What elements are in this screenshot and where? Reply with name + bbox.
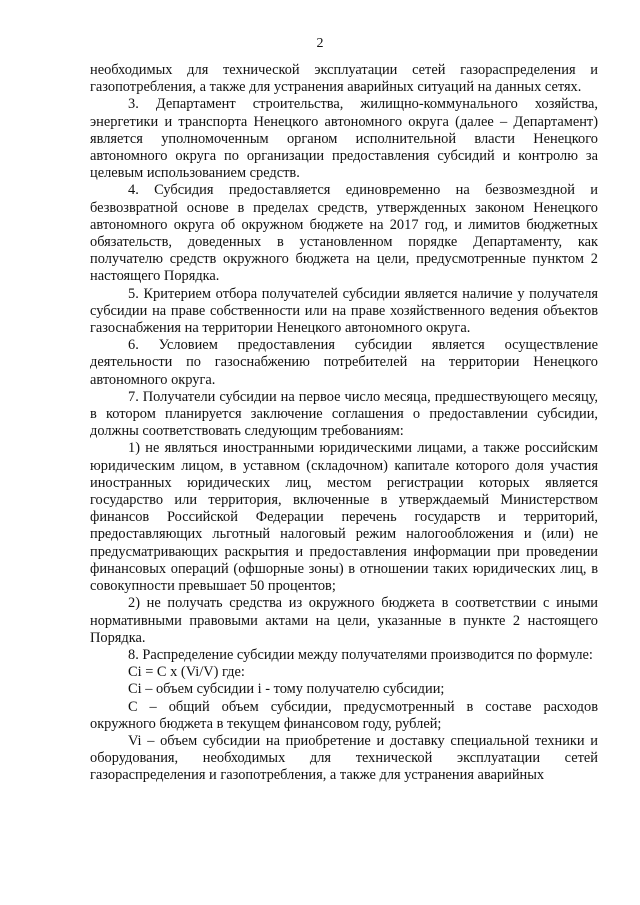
paragraph: 3. Департамент строительства, жилищно-коммунального хозяйства, энергетики и транспорта Ненецкого автономного округа (далее – Департамент) является уполномоченным органом исполнительной власти Ненецкого автономного округа по организации предоставления субсидий и контролю за целевым использованием средств. [90, 96, 598, 182]
paragraph: Vi – объем субсидии на приобретение и доставку специальной техники и оборудования, необходимых для технической эксплуатации сетей газораспределения и газопотребления, а также для устранения аварийных [90, 732, 598, 784]
paragraph: 1) не являться иностранными юридическими лицами, а также российским юридическим лицом, в уставном (складочном) капитале которого доля участия иностранных юридических лиц, местом регистрации которых является государство или территория, включенные в утверждаемый Министерством финансов Российской Федерации перечень государств и территорий, предоставляющих льготный налоговый режим налогообложения и (или) не предусматривающих раскрытия и предоставления информации при проведении финансовых операций (офшорные зоны) в отношении таких юридических лиц, в совокупности превышает 50 процентов; [90, 440, 598, 595]
paragraph: Ci – объем субсидии i - тому получателю субсидии; [128, 681, 445, 698]
paragraph: необходимых для технической эксплуатации сетей газораспределения и газопотребления, а также для устранения аварийных ситуаций на данных сетях. [90, 62, 598, 96]
paragraph: 5. Критерием отбора получателей субсидии является наличие у получателя субсидии на праве собственности или на праве хозяйственного ведения объектов газоснабжения на территории Ненецкого автономного округа. [90, 285, 598, 337]
paragraph: 2) не получать средства из окружного бюджета в соответствии с иными нормативными правовыми актами на цели, указанные в пункте 2 настоящего Порядка. [90, 595, 598, 646]
paragraph: 7. Получатели субсидии на первое число месяца, предшествующего месяцу, в котором планируется заключение соглашения о предоставлении субсидии, должны соответствовать следующим требованиям: [90, 388, 598, 440]
paragraph: 6. Условием предоставления субсидии является осуществление деятельности по газоснабжению потребителей на территории Ненецкого автономного округа. [90, 337, 598, 388]
paragraph: C – общий объем субсидии, предусмотренный в составе расходов окружного бюджета в текущем финансовом году, рублей; [90, 698, 598, 732]
formula: Ci = C x (Vi/V) где: [128, 664, 245, 681]
paragraph: 8. Распределение субсидии между получателями производится по формуле: [128, 646, 593, 663]
paragraph: 4. Субсидия предоставляется единовременно на безвозмездной и безвозвратной основе в пределах средств, утвержденных законом Ненецкого автономного округа об окружном бюджете на 2017 год, и лимитов бюджетных обязательств, доведенных в установленном порядке Департаменту, как получателю средств окружного бюджета на цели, предусмотренные пунктом 2 настоящего Порядка. [90, 182, 598, 285]
page-number: 2 [316, 36, 324, 51]
document-body [90, 62, 598, 785]
